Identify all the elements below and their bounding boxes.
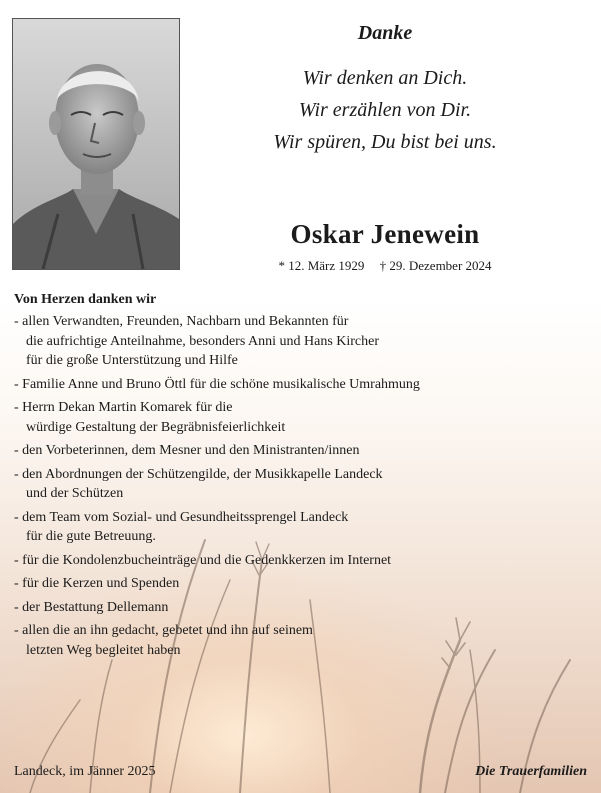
life-dates bbox=[180, 258, 590, 274]
thanks-line: letzten Weg begleitet haben bbox=[26, 642, 181, 658]
birth-date: * 12. März 1929 bbox=[278, 258, 365, 273]
thanks-line: für die große Unterstützung und Hilfe bbox=[26, 353, 238, 368]
thanks-line: - Herrn Dekan Martin Komarek für die bbox=[14, 400, 233, 415]
thanks-item bbox=[14, 441, 596, 461]
thanks-line: die aufrichtige Anteilnahme, besonders Anni und Hans Kircher bbox=[26, 333, 380, 349]
thanks-item bbox=[14, 398, 596, 437]
thanks-line: - den Abordnungen der Schützengilde, der Musikkapelle Landeck bbox=[14, 466, 383, 482]
thanks-line: - dem Team vom Sozial- und Gesundheitssprengel Landeck bbox=[14, 509, 349, 525]
portrait-icon bbox=[13, 19, 179, 269]
place-date: Landeck, im Jänner 2025 bbox=[14, 764, 156, 779]
portrait-photo bbox=[12, 18, 180, 270]
thanks-intro: Von Herzen danken wir bbox=[14, 292, 157, 307]
verse-line-1: Wir denken an Dich. bbox=[302, 67, 468, 89]
thanks-line: und der Schützen bbox=[26, 486, 124, 501]
thanks-line: - den Vorbeterinnen, dem Mesner und den Ministranten/innen bbox=[14, 443, 360, 458]
thanks-line: würdige Gestaltung der Begräbnisfeierlichkeit bbox=[26, 419, 286, 435]
deceased-name: Oskar Jenewein bbox=[290, 219, 480, 249]
thanks-item bbox=[14, 621, 596, 660]
death-date: † 29. Dezember 2024 bbox=[379, 258, 492, 273]
signature: Die Trauerfamilien bbox=[475, 764, 587, 779]
thanks-item bbox=[14, 312, 596, 371]
thanks-line: - für die Kerzen und Spenden bbox=[14, 576, 180, 591]
verse-title: Danke bbox=[357, 22, 413, 44]
thanks-line: für die gute Betreuung. bbox=[26, 529, 156, 544]
thanks-item bbox=[14, 598, 596, 618]
thanks-line: - Familie Anne und Bruno Öttl für die schöne musikalische Umrahmung bbox=[14, 376, 420, 392]
thanks-list bbox=[14, 308, 596, 660]
thanks-item bbox=[14, 508, 596, 547]
verse-line-3: Wir spüren, Du bist bei uns. bbox=[273, 131, 497, 153]
thanks-line: - für die Kondolenzbucheinträge und die Gedenkkerzen im Internet bbox=[14, 552, 392, 568]
thanks-item bbox=[14, 574, 596, 594]
thanks-line: - allen Verwandten, Freunden, Nachbarn und Bekannten für bbox=[14, 314, 349, 329]
thanks-item bbox=[14, 465, 596, 504]
thanks-line: - der Bestattung Dellemann bbox=[14, 599, 169, 615]
thanks-line: - allen die an ihn gedacht, gebetet und ihn auf seinem bbox=[14, 623, 313, 638]
thanks-item bbox=[14, 375, 596, 395]
verse-line-2: Wir erzählen von Dir. bbox=[298, 99, 472, 121]
thanks-item bbox=[14, 551, 596, 571]
